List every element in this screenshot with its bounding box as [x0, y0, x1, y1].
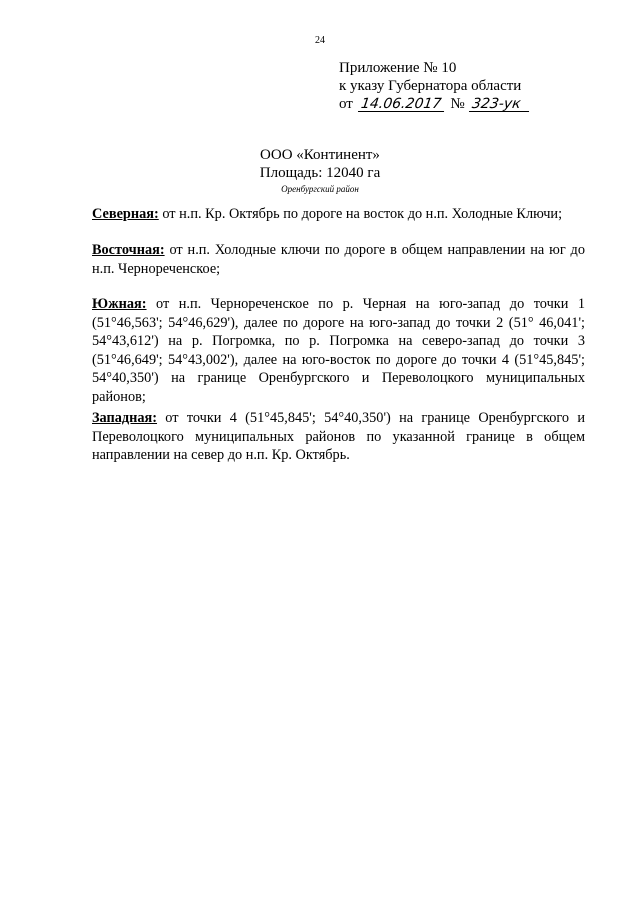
organization-name: ООО «Континент» — [260, 147, 380, 163]
page-number: 24 — [315, 35, 325, 46]
appendix-decree-ref: к указу Губернатора области — [339, 78, 522, 94]
boundary-north-title: Северная: — [92, 206, 159, 222]
organization-district: Оренбургский район — [281, 184, 359, 194]
appendix-title: Приложение № 10 — [339, 60, 457, 76]
organization-block — [0, 146, 640, 195]
boundary-north — [92, 205, 585, 224]
boundary-south-text: от н.п. Чернореченское по р. Черная на юго-запад до точки 1 (51°46,563'; 54°46,629'), далее по дороге на юго-запад до точки 2 (51° 46,041'; 54°43,612') на р. Погромка, по р. Погромка на северо-запад до точки 3 (51°46,649'; 54°43,002'), далее на юго-восток по дороге до точки 4 (51°45,845'; 54°40,350') на границе Оренбургского и Переволоцкого муниципальных районов; — [92, 296, 585, 405]
appendix-header — [339, 59, 530, 113]
boundary-east-title: Восточная: — [92, 242, 165, 258]
boundary-north-text: от н.п. Кр. Октябрь по дороге на восток до н.п. Холодные Ключи; — [158, 206, 563, 222]
organization-area: Площадь: 12040 га — [259, 165, 381, 181]
boundary-east — [92, 241, 585, 278]
boundary-west-text: от точки 4 (51°45,845'; 54°40,350') на границе Оренбургского и Переволоцкого муниципальных районов по указанной границе в общем направлении на север до н.п. Кр. Октябрь. — [92, 410, 585, 463]
boundary-east-text: от н.п. Холодные ключи по дороге в общем направлении на юг до н.п. Чернореченское; — [92, 242, 585, 277]
appendix-date-line — [339, 95, 530, 113]
appendix-from-label: от — [339, 96, 353, 112]
handwritten-number: 323-ук — [469, 97, 531, 112]
handwritten-date: 14.06.2017 — [358, 97, 446, 112]
boundary-south-title: Южная: — [92, 296, 147, 312]
boundary-south — [92, 295, 585, 406]
boundary-west — [92, 409, 585, 465]
number-sign: № — [450, 96, 465, 112]
boundary-west-title: Западная: — [92, 410, 158, 426]
